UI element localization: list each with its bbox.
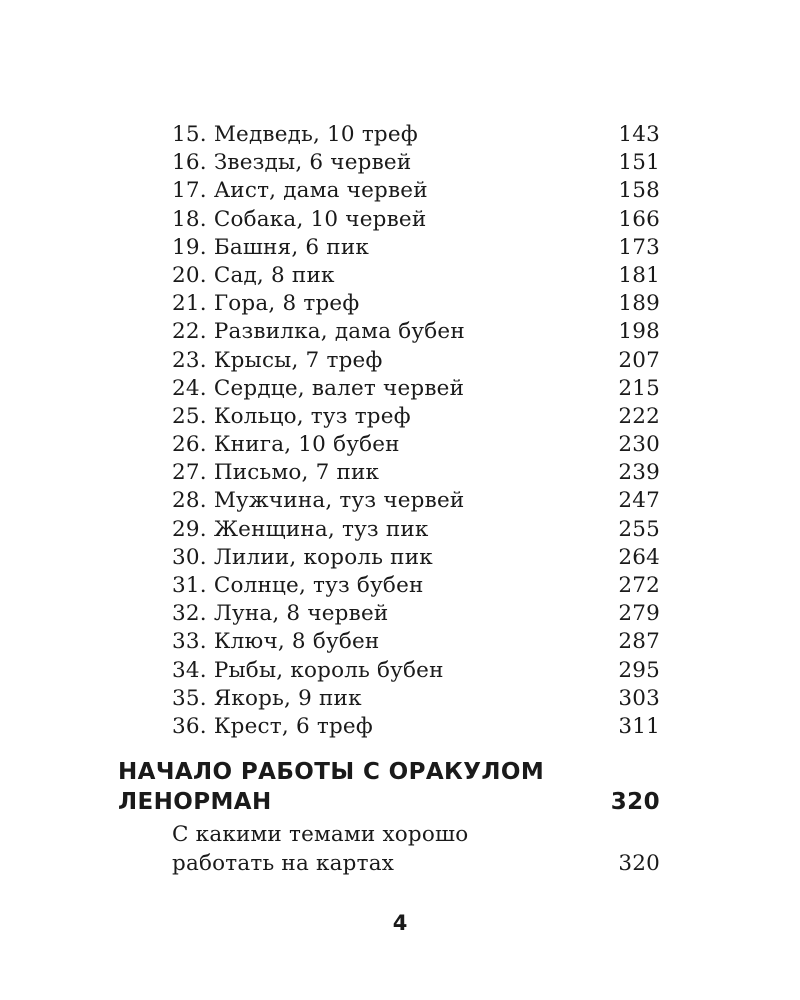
toc-entry xyxy=(172,657,660,685)
toc-entry-title: 15. Медведь, 10 треф xyxy=(172,122,418,147)
toc-entry-title: 30. Лилии, король пик xyxy=(172,544,433,570)
subsection-page-number: 320 xyxy=(618,851,660,876)
toc-entry-title: 18. Собака, 10 червей xyxy=(172,206,427,232)
toc-entry-title: 20. Сад, 8 пик xyxy=(172,262,335,288)
toc-entry-title: 32. Луна, 8 червей xyxy=(172,601,389,627)
toc-entry-page: 181 xyxy=(618,262,660,288)
toc-entry-title: 28. Мужчина, туз червей xyxy=(172,488,465,514)
toc-section-heading xyxy=(118,757,660,817)
toc-entry-page: 215 xyxy=(618,375,660,401)
toc-entry-title: 33. Ключ, 8 бубен xyxy=(172,629,380,655)
section-title-line-1 xyxy=(118,757,660,787)
subsection-title-line-1 xyxy=(172,820,660,849)
toc-entry-title: 35. Якорь, 9 пик xyxy=(172,685,362,711)
toc-entry xyxy=(172,544,660,572)
toc-entry-page: 255 xyxy=(618,516,660,542)
toc-entry-page: 143 xyxy=(618,122,660,147)
toc-entry-page: 247 xyxy=(618,488,660,514)
toc-entry-page: 198 xyxy=(618,319,660,345)
toc-entry-page: 303 xyxy=(618,685,660,711)
toc-entry-page: 311 xyxy=(618,713,660,739)
toc-entry-page: 207 xyxy=(618,347,660,373)
toc-entry-page: 158 xyxy=(618,178,660,204)
toc-entry-page: 173 xyxy=(618,234,660,260)
section-page-number: 320 xyxy=(610,789,660,815)
toc-entry xyxy=(172,431,660,459)
toc-entry xyxy=(172,318,660,346)
subsection-title-text-1: С какими темами хорошо xyxy=(172,822,469,847)
toc-entry-list xyxy=(172,121,660,741)
toc-entry-title: 36. Крест, 6 треф xyxy=(172,713,373,739)
toc-entry-title: 17. Аист, дама червей xyxy=(172,178,428,204)
section-title-text-1: НАЧАЛО РАБОТЫ С ОРАКУЛОМ xyxy=(118,759,545,785)
toc-entry-page: 189 xyxy=(618,291,660,317)
section-title-line-2 xyxy=(118,787,660,817)
toc-entry xyxy=(172,628,660,656)
toc-entry xyxy=(172,572,660,600)
toc-entry-page: 272 xyxy=(618,573,660,598)
toc-entry-title: 21. Гора, 8 треф xyxy=(172,291,360,317)
toc-entry-page: 279 xyxy=(618,601,660,627)
toc-entry xyxy=(172,459,660,487)
toc-entry xyxy=(172,234,660,262)
toc-entry-page: 239 xyxy=(618,460,660,486)
toc-entry xyxy=(172,206,660,234)
toc-entry-page: 230 xyxy=(618,432,660,458)
toc-entry-title: 16. Звезды, 6 червей xyxy=(172,150,412,176)
toc-entry xyxy=(172,121,660,149)
toc-entry-page: 166 xyxy=(618,206,660,232)
toc-entry xyxy=(172,149,660,177)
toc-entry-page: 287 xyxy=(618,629,660,655)
toc-entry-title: 26. Книга, 10 бубен xyxy=(172,432,400,458)
toc-entry-page: 222 xyxy=(618,403,660,429)
toc-entry xyxy=(172,347,660,375)
subsection-title-line-2 xyxy=(172,849,660,878)
toc-entry xyxy=(172,685,660,713)
subsection-title-text-2: работать на картах xyxy=(172,851,395,876)
section-title-text-2: ЛЕНОРМАН xyxy=(118,789,272,815)
toc-entry xyxy=(172,487,660,515)
toc-entry xyxy=(172,403,660,431)
toc-entry xyxy=(172,600,660,628)
toc-entry-page: 295 xyxy=(618,657,660,683)
toc-entry xyxy=(172,375,660,403)
toc-entry-title: 27. Письмо, 7 пик xyxy=(172,460,380,486)
toc-entry-title: 31. Солнце, туз бубен xyxy=(172,573,424,598)
toc-entry xyxy=(172,713,660,741)
toc-entry-title: 23. Крысы, 7 треф xyxy=(172,347,383,373)
toc-subsection xyxy=(172,820,660,878)
toc-entry-title: 25. Кольцо, туз треф xyxy=(172,403,411,429)
toc-entry xyxy=(172,262,660,290)
toc-entry-title: 19. Башня, 6 пик xyxy=(172,234,370,260)
toc-entry-title: 24. Сердце, валет червей xyxy=(172,375,465,401)
toc-entry-title: 34. Рыбы, король бубен xyxy=(172,657,444,683)
page-number: 4 xyxy=(392,911,408,935)
toc-entry-title: 29. Женщина, туз пик xyxy=(172,516,429,542)
toc-entry xyxy=(172,516,660,544)
toc-entry-page: 264 xyxy=(618,544,660,570)
toc-entry-page: 151 xyxy=(618,150,660,176)
toc-entry-title: 22. Развилка, дама бубен xyxy=(172,319,465,345)
toc-entry xyxy=(172,290,660,318)
toc-entry xyxy=(172,177,660,205)
